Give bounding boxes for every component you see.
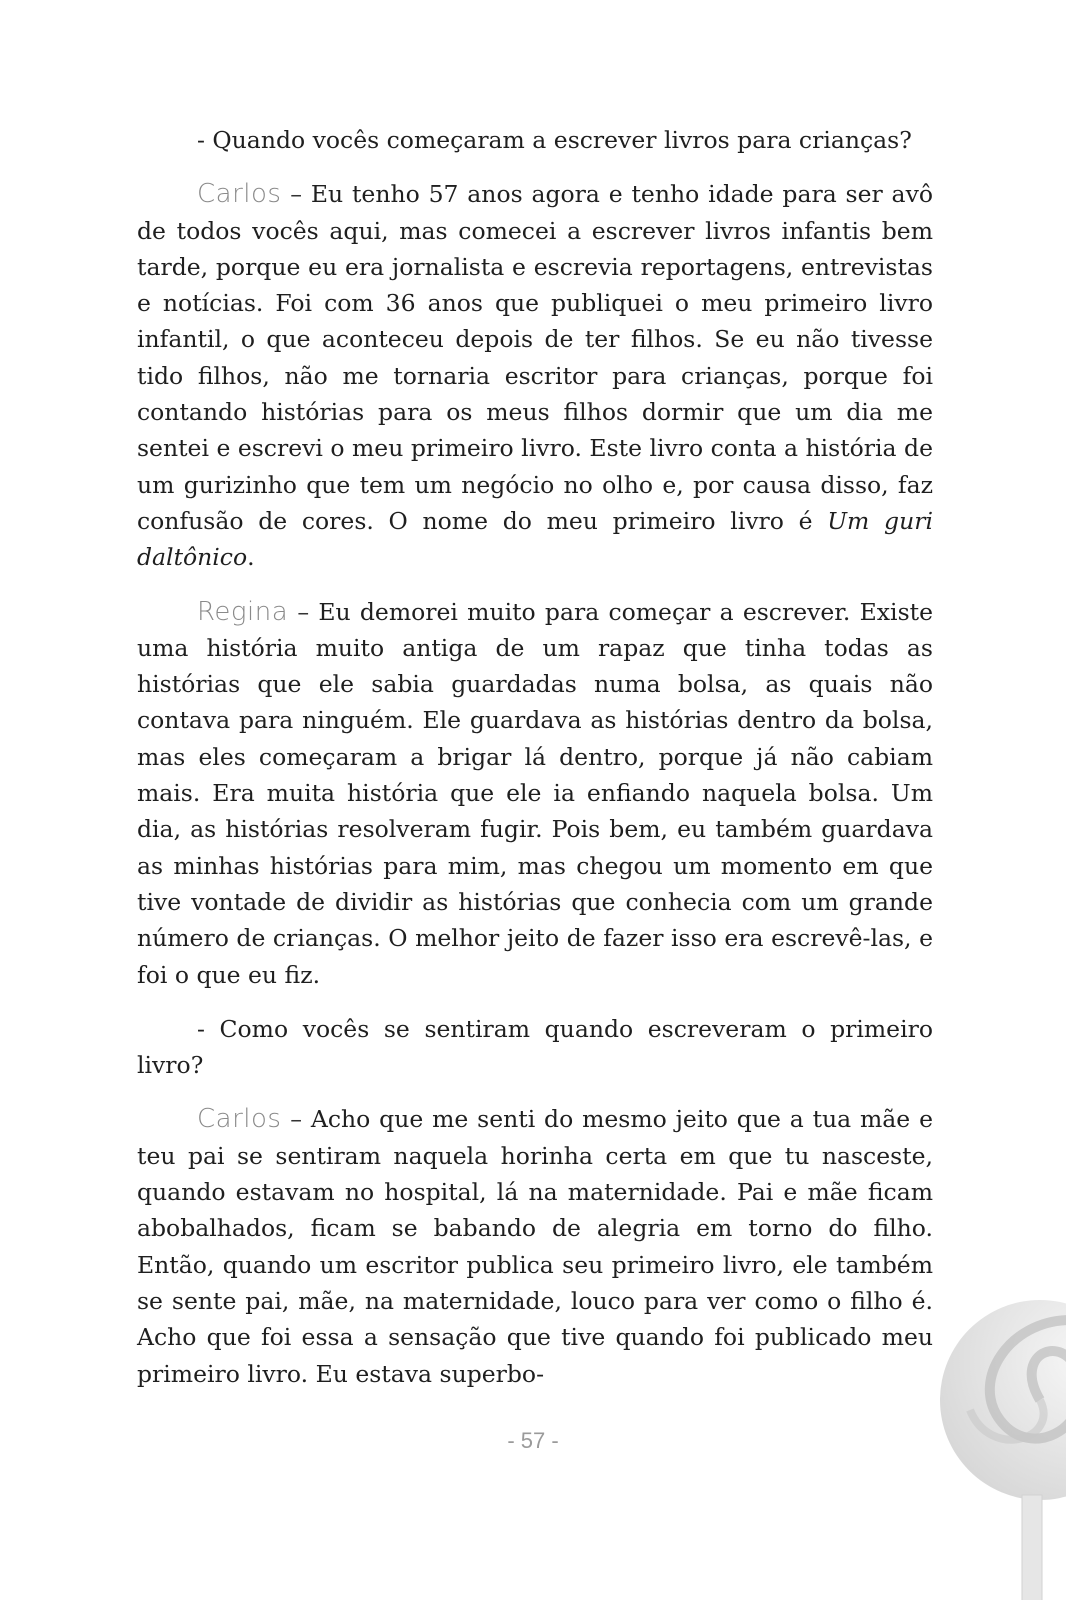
question-paragraph <box>137 1011 933 1084</box>
lollipop-decoration <box>930 1290 1066 1600</box>
question-text: - Quando vocês começaram a escrever livros para crianças? <box>197 126 912 154</box>
question-paragraph <box>137 122 933 158</box>
book-title: Um guri daltônico <box>137 506 933 572</box>
answer-text: Eu tenho 57 anos agora e tenho idade para ser avô de todos vocês aqui, mas comecei a escrever livros infantis bem tarde, porque eu era jornalista e escrevia reportagens, entrevistas e notícias. Foi com 36 anos que publiquei o meu primeiro livro infantil, o que aconteceu depois de ter filhos. Se eu não tivesse tido filhos, não me tornaria escritor para crianças, porque foi contando histórias para os meus filhos dormir que um dia me sentei e escrevi o meu primeiro livro. Este livro conta a história de um gurizinho que tem um negócio no olho e, por causa disso, faz confusão de cores. O nome do meu primeiro livro é <box>137 180 933 535</box>
answer-paragraph <box>137 594 933 993</box>
speaker-dash: – <box>281 1105 311 1134</box>
answer-paragraph <box>137 176 933 575</box>
speaker-name: Carlos <box>197 179 282 210</box>
speaker-name: Carlos <box>197 1104 282 1135</box>
answer-text: Acho que me senti do mesmo jeito que a tua mãe e teu pai se sentiram naquela horinha certa em que tu nasceste, quando estavam no hospital, lá na maternidade. Pai e mãe ficam abobalhados, ficam se babando de alegria em torno do filho. Então, quando um escritor publica seu primeiro livro, ele também se sente pai, mãe, na maternidade, louco para ver como o filho é. Acho que foi essa a sensação que tive quando foi publicado meu primeiro livro. Eu estava superbo- <box>137 1105 933 1388</box>
answer-text-end: . <box>247 543 255 572</box>
speaker-dash: – <box>288 597 319 626</box>
question-text: - Como vocês se sentiram quando escreveram o primeiro livro? <box>137 1014 933 1080</box>
speaker-dash: – <box>281 180 311 209</box>
answer-text: Eu demorei muito para começar a escrever. Existe uma história muito antiga de um rapaz que tinha todas as histórias que ele sabia guardadas numa bolsa, as quais não contava para ninguém. Ele guardava as histórias dentro da bolsa, mas eles começaram a brigar lá dentro, porque já não cabiam mais. Era muita história que ele ia enfiando naquela bolsa. Um dia, as histórias resolveram fugir. Pois bem, eu também guardava as minhas histórias para mim, mas chegou um momento em que tive vontade de dividir as histórias que conhecia com um grande número de crianças. O melhor jeito de fazer isso era escrevê-las, e foi o que eu fiz. <box>137 597 933 989</box>
body-text <box>137 122 933 1410</box>
page-number: - 57 - <box>507 1428 559 1453</box>
answer-paragraph <box>137 1101 933 1391</box>
speaker-name: Regina <box>197 596 289 627</box>
